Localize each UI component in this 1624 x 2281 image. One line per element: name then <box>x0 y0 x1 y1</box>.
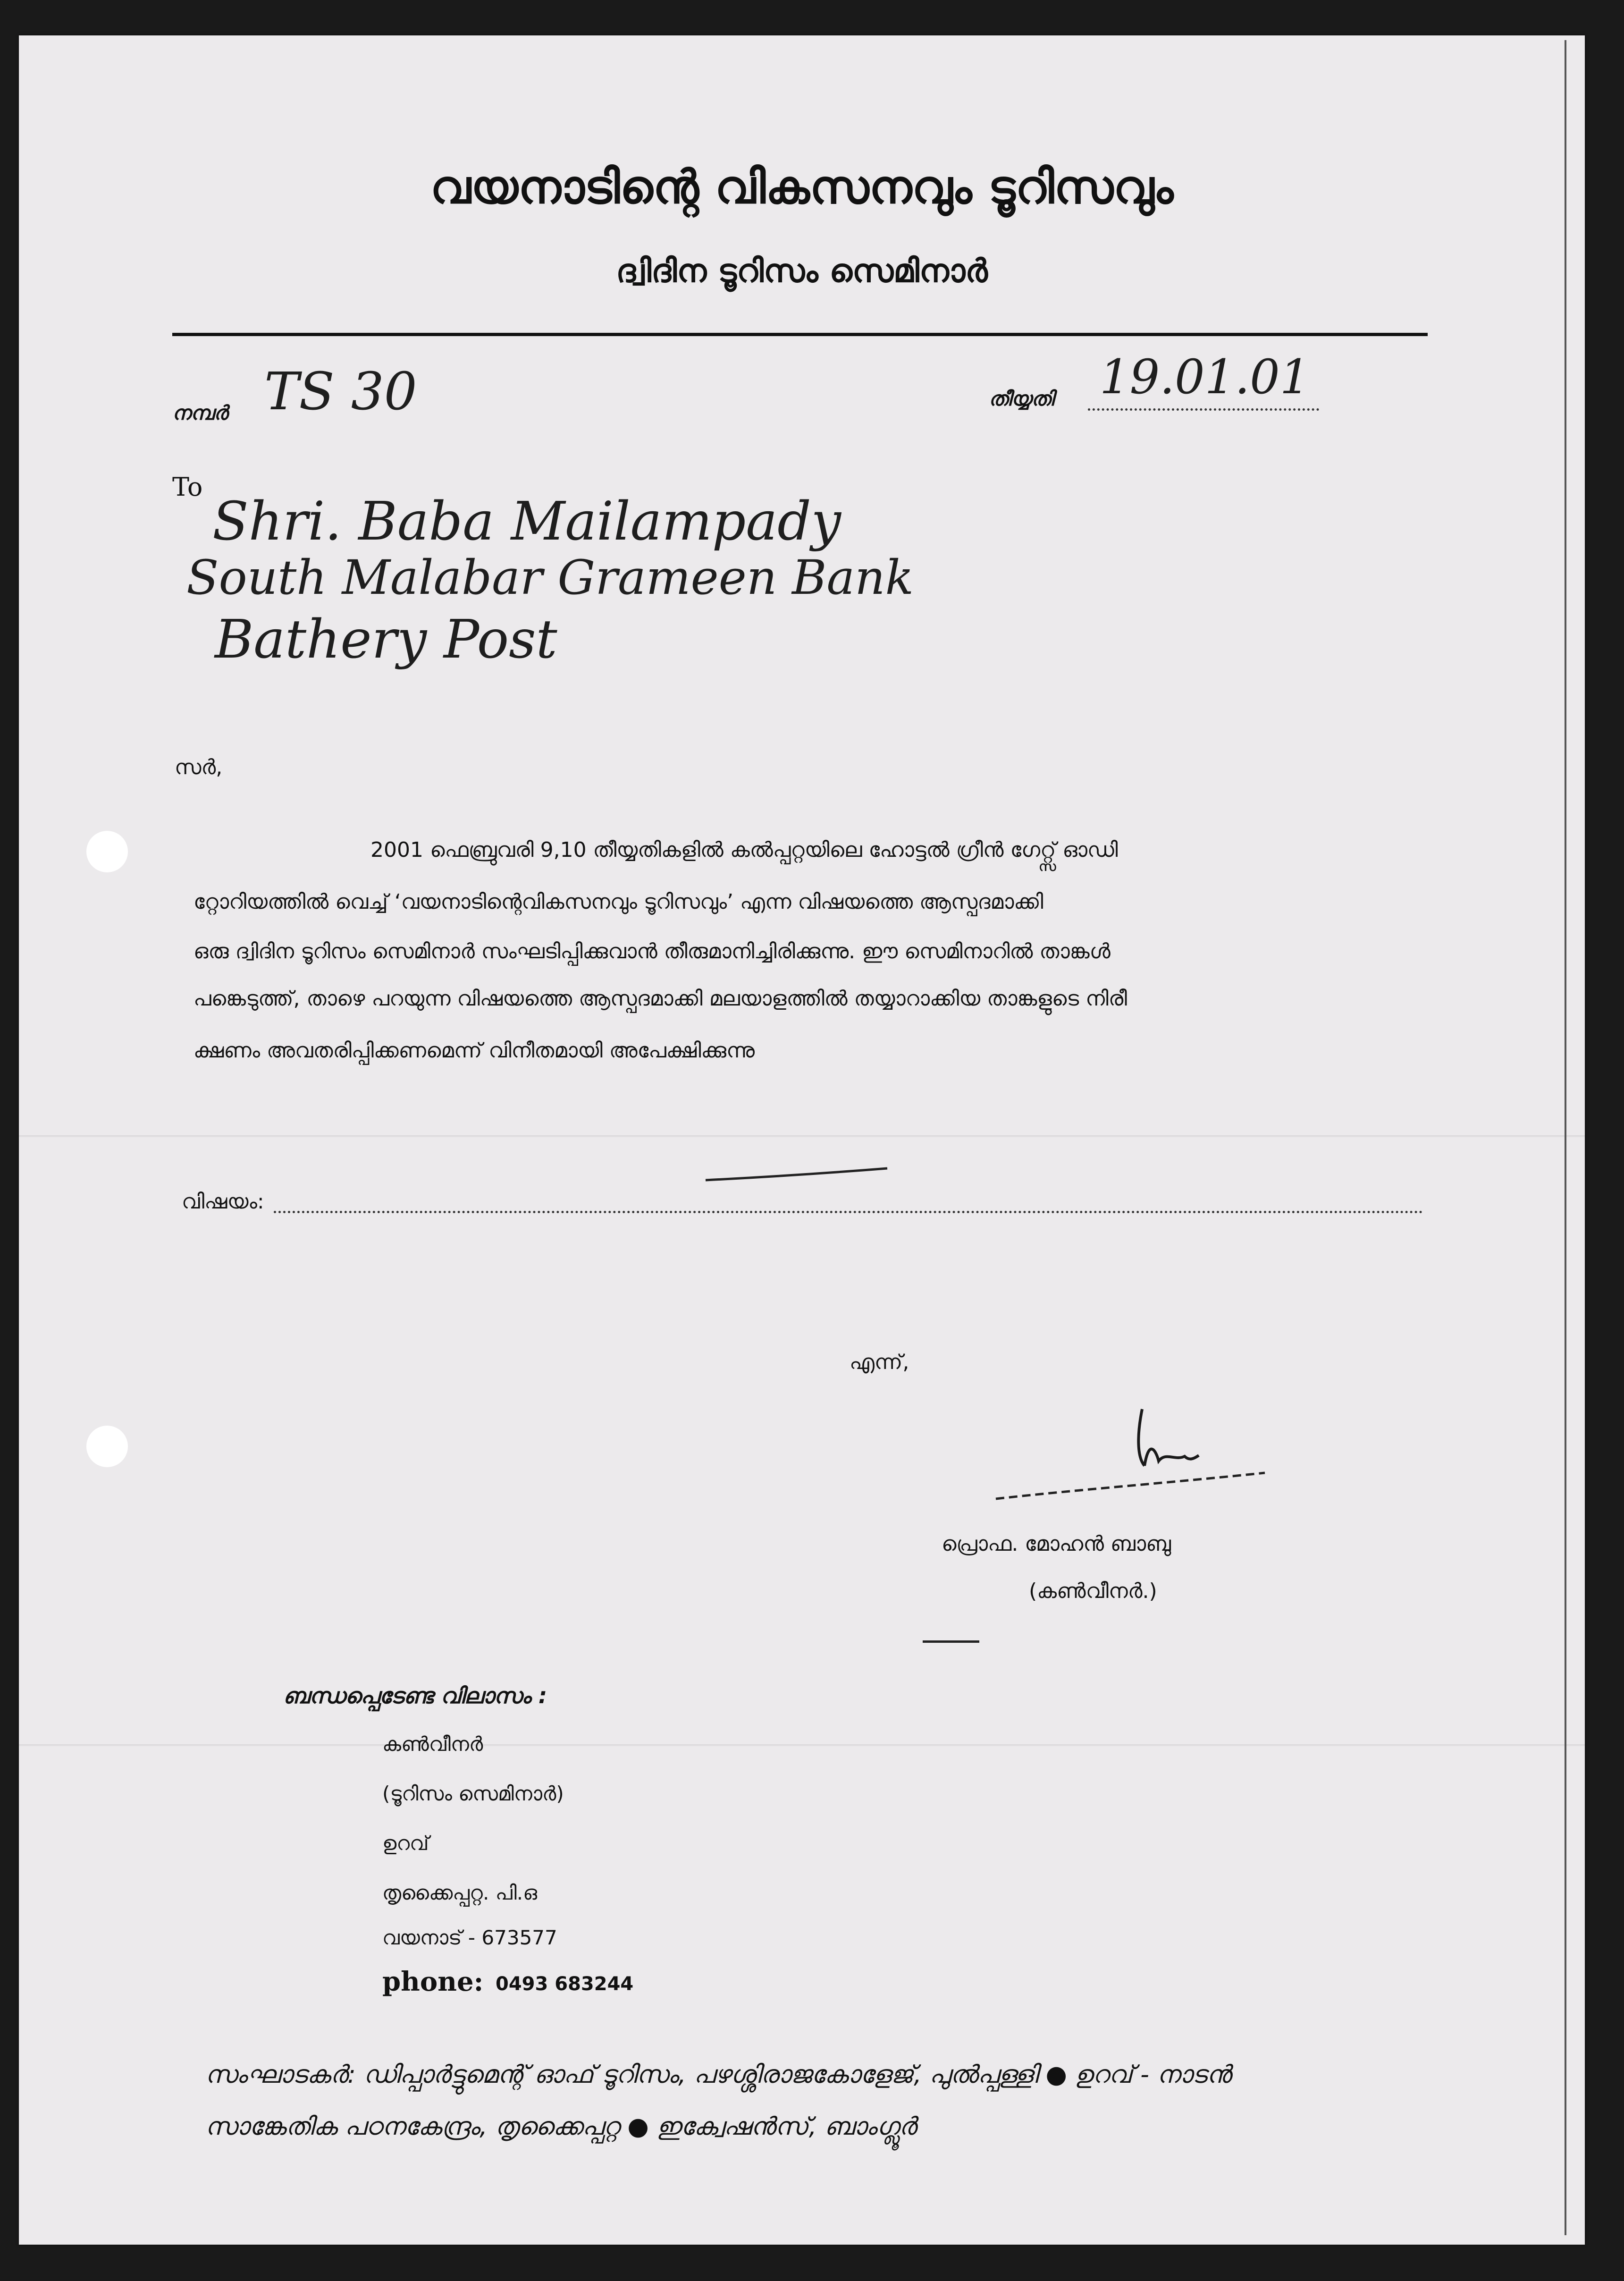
recipient-line: Shri. Baba Mailampady <box>212 491 841 552</box>
address-line: (ടൂറിസം സെമിനാർ) <box>382 1782 564 1805</box>
number-label: നമ്പർ <box>172 401 228 424</box>
date-dotted-line <box>1088 408 1319 411</box>
phone-label: phone: <box>382 1966 484 1997</box>
paragraph-line: റ്റോറിയത്തിൽ വെച്ച് ‘വയനാടിന്റെവികസനവും ടൂറിസവും’ എന്ന വിഷയത്തെ ആസ്പദമാക്കി <box>194 890 1043 914</box>
punch-hole <box>86 831 128 872</box>
paragraph-line: പങ്കെടുത്ത്, താഴെ പറയുന്ന വിഷയത്തെ ആസ്പദമാക്കി മലയാളത്തിൽ തയ്യാറാക്കിയ താങ്കളുടെ നിരീ <box>194 987 1128 1011</box>
number-value: TS 30 <box>264 361 417 422</box>
punch-hole <box>86 1426 128 1467</box>
address-line: വയനാട് - 673577 <box>382 1926 557 1949</box>
signature <box>986 1395 1270 1527</box>
pen-stroke <box>703 1161 892 1190</box>
signatory-name: പ്രൊഫ. മോഹൻ ബാബു <box>942 1532 1171 1556</box>
address-line: കൺവീനർ <box>382 1732 483 1756</box>
paper-fold-line <box>19 1135 1585 1137</box>
recipient-line: Bathery Post <box>215 609 557 670</box>
paragraph-line: 2001 ഫെബ്രുവരി 9,10 തീയ്യതികളിൽ കൽപ്പറ്റയിലെ ഹോട്ടൽ ഗ്രീൻ ഗേറ്റ്സ് ഓഡി <box>370 838 1118 862</box>
separator-dash <box>923 1640 979 1643</box>
contact-heading: ബന്ധപ്പെടേണ്ട വിലാസം : <box>283 1683 547 1708</box>
phone-value: 0493 683244 <box>496 1973 634 1995</box>
letterhead-subtitle: ദ്വിദിന ടൂറിസം സെമിനാർ <box>616 253 988 290</box>
paper-edge <box>1565 40 1566 2235</box>
salutation: സർ, <box>175 755 223 779</box>
paper-fold-line <box>19 1744 1585 1746</box>
to-label: To <box>172 472 203 502</box>
closing-text: എന്ന്, <box>850 1350 909 1374</box>
date-value: 19.01.01 <box>1100 349 1310 405</box>
organizers-line: സംഘാടകർ: ഡിപ്പാർട്ടുമെന്റ് ഓഫ് ടൂറിസം, പഴശ്ശിരാജകോളേജ്, പുൽപ്പള്ളി ● ഉറവ് - നാടൻ <box>205 2061 1231 2089</box>
letter-paper <box>19 35 1585 2245</box>
organizers-line: സാങ്കേതിക പഠനകേന്ദ്രം, തൃക്കൈപ്പറ്റ ● ഇക്വേഷൻസ്, ബാംഗ്ലൂർ <box>205 2112 917 2141</box>
subject-dotted-line <box>274 1211 1423 1213</box>
header-rule <box>172 333 1428 336</box>
letterhead-title: വയനാടിന്റെ വികസനവും ടൂറിസവും <box>430 161 1174 214</box>
recipient-line: South Malabar Grameen Bank <box>186 550 914 605</box>
signatory-title: (കൺവീനർ.) <box>1029 1579 1157 1603</box>
paragraph-line: ക്ഷണം അവതരിപ്പിക്കണമെന്ന് വിനീതമായി അപേക്ഷിക്കുന്നു <box>194 1039 755 1063</box>
subject-label: വിഷയം: <box>182 1190 264 1214</box>
address-line: ഉറവ് <box>382 1832 429 1855</box>
address-line: തൃക്കൈപ്പറ്റ. പി.ഒ <box>382 1881 538 1904</box>
date-label: തീയ്യതി <box>989 387 1054 410</box>
paragraph-line: ഒരു ദ്വിദിന ടൂറിസം സെമിനാർ സംഘടിപ്പിക്കുവാൻ തീരുമാനിച്ചിരിക്കുന്നു. ഈ സെമിനാറിൽ താങ്കൾ <box>194 939 1111 963</box>
